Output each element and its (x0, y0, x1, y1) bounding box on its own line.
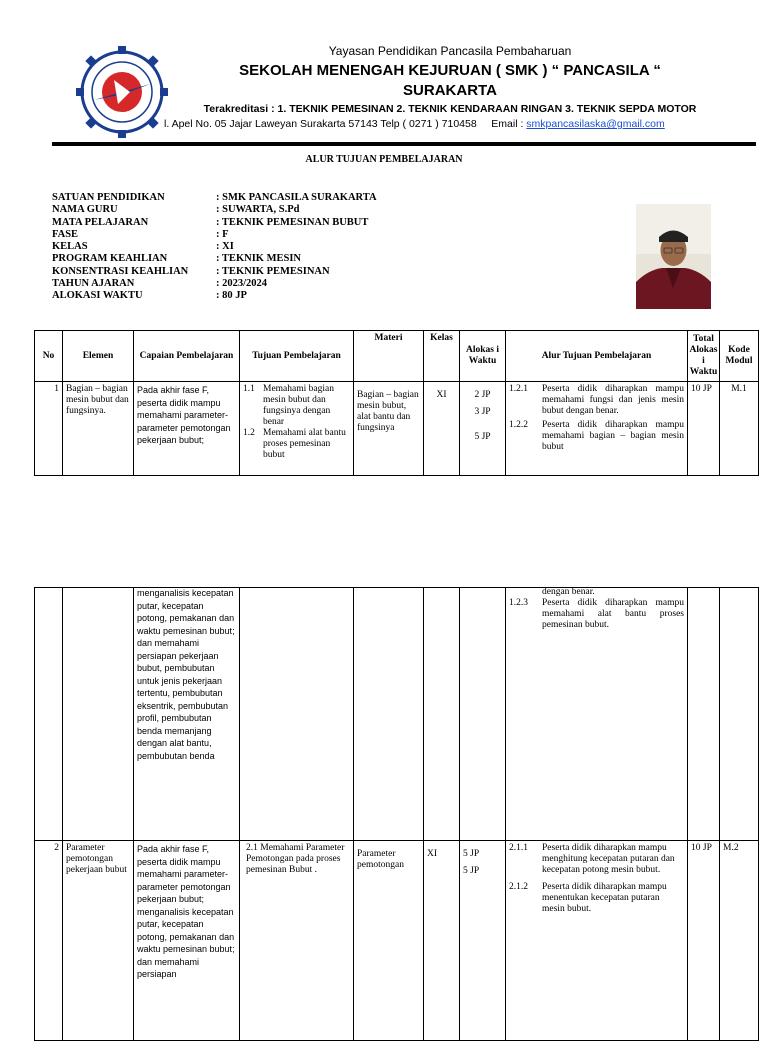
empty-cell (460, 588, 506, 841)
identity-row (52, 204, 377, 216)
atp-table-continued (34, 587, 759, 1041)
atp-num: 1.2.3 (509, 598, 528, 608)
atp-num: 1.2.2 (509, 420, 528, 430)
row-kelas: XI (424, 841, 460, 1041)
identity-label: NAMA GURU (52, 204, 118, 216)
row-atp (506, 841, 688, 1041)
identity-row (52, 229, 377, 241)
header-rule (52, 142, 756, 146)
row-kelas: XI (424, 382, 460, 476)
atp-text: Peserta didik diharapkan mampu memahami fungsi dan jenis mesin bubut dengan benar. (542, 384, 684, 416)
row-tujuan: 2.1 Memahami Parameter Pemotongan pada proses pemesinan Bubut . (240, 841, 354, 1041)
identity-block (52, 192, 377, 303)
email-link[interactable]: smkpancasilaska@gmail.com (526, 118, 665, 130)
row-no: 1 (35, 382, 63, 476)
row-total: 10 JP (688, 841, 720, 1041)
school-name: SEKOLAH MENENGAH KEJURUAN ( SMK ) “ PANCASILA “ (239, 62, 661, 79)
row-kode: M.1 (720, 382, 759, 476)
atp-text: dengan benar. (542, 587, 595, 597)
teacher-photo (636, 204, 711, 309)
atp-text: Peserta didik diharapkan mampu memahami alat bantu proses pemesinan bubut. (542, 598, 684, 630)
header-elemen: Elemen (63, 331, 134, 382)
row-tujuan (240, 382, 354, 476)
identity-value: : SUWARTA, S.Pd (216, 204, 300, 216)
header-materi: Materi (354, 331, 424, 382)
letterhead (0, 0, 768, 150)
atp-text: Peserta didik diharapkan mampu memahami bagian – bagian mesin bubut (542, 420, 684, 452)
table-row (35, 588, 759, 841)
row-materi: Parameter pemotongan (354, 841, 424, 1041)
identity-row (52, 253, 377, 265)
identity-value: : 2023/2024 (216, 278, 268, 290)
jp-value: 2 JP (474, 390, 491, 400)
atp-text: Peserta didik diharapkan mampu menentukan kecepatan putaran mesin bubut. (542, 882, 667, 914)
header-kelas: Kelas (424, 331, 460, 382)
atp-item (509, 843, 684, 876)
identity-row (52, 266, 377, 278)
header-kode: Kode Modul (720, 331, 759, 382)
school-city: SURAKARTA (403, 82, 497, 99)
tp-item (243, 428, 350, 461)
identity-label: TAHUN AJARAN (52, 278, 135, 290)
atp-item (509, 882, 684, 915)
row-atp (506, 588, 688, 841)
tp-text: Memahami alat bantu proses pemesinan bubut (263, 428, 346, 460)
foundation-name: Yayasan Pendidikan Pancasila Pembaharuan (328, 44, 572, 58)
identity-row (52, 217, 377, 229)
tp-item (243, 384, 350, 428)
identity-row (52, 290, 377, 302)
empty-cell (720, 588, 759, 841)
capaian-text: menganalisis kecepatan putar, kecepatan potong, pemakanan dan waktu pemesinan bubut; dan memahami persiapan pekerjaan bubut, pembubutan untuk jenis pekerjaan tertentu, pembubutan eksentrik, pembubutan profil, pembubutan benda memanjang dengan alat bantu, pembubutan benda (137, 588, 235, 761)
header-tujuan: Tujuan Pembelajaran (240, 331, 354, 382)
identity-value: : TEKNIK MESIN (216, 253, 301, 265)
identity-value: : TEKNIK PEMESINAN BUBUT (216, 216, 369, 228)
row-jp (460, 382, 506, 476)
row-capaian (134, 588, 240, 841)
identity-label: KELAS (52, 241, 88, 253)
row-total: 10 JP (688, 382, 720, 476)
atp-text: Peserta didik diharapkan mampu menghitung kecepatan putaran dan kecepatan potong mesin bubut. (542, 843, 675, 875)
empty-cell (354, 588, 424, 841)
row-capaian (134, 841, 240, 1041)
header-alokasi: Alokas i Waktu (460, 331, 506, 382)
atp-item (509, 384, 684, 417)
atp-num: 1.2.1 (509, 384, 528, 394)
row-elemen: Parameter pemotongan pekerjaan bubut (63, 841, 134, 1041)
empty-cell (688, 588, 720, 841)
identity-label: PROGRAM KEAHLIAN (52, 253, 168, 265)
identity-value: : 80 JP (216, 290, 247, 302)
header-total: Total Alokas i Waktu (688, 331, 720, 382)
row-atp (506, 382, 688, 476)
table-row (35, 841, 759, 1041)
header-no: No (35, 331, 63, 382)
atp-item (509, 420, 684, 453)
tp-num: 1.1 (243, 384, 255, 394)
table-header-row (35, 331, 759, 382)
capaian-text: Pada akhir fase F, peserta didik mampu memahami parameter-parameter pemotongan pekerjaan bubut; (137, 385, 231, 445)
row-kode: M.2 (720, 841, 759, 1041)
table-row (35, 382, 759, 476)
jp-value: 5 JP (463, 866, 480, 876)
identity-label: FASE (52, 228, 79, 240)
tp-text: Memahami bagian mesin bubut dan fungsinya dengan benar (263, 384, 334, 427)
header-capaian: Capaian Pembelajaran (134, 331, 240, 382)
identity-label: ALOKASI WAKTU (52, 290, 143, 302)
jp-value: 3 JP (474, 407, 491, 417)
tp-num: 1.2 (243, 428, 255, 438)
row-no: 2 (35, 841, 63, 1041)
accreditation: Terakreditasi : 1. TEKNIK PEMESINAN 2. TEKNIK KENDARAAN RINGAN 3. TEKNIK SEPDA MOTOR (203, 103, 697, 115)
header-atp: Alur Tujuan Pembelajaran (506, 331, 688, 382)
identity-value: : SMK PANCASILA SURAKARTA (216, 192, 377, 203)
empty-cell (35, 588, 63, 841)
empty-cell (240, 588, 354, 841)
identity-row (52, 192, 377, 204)
address: l. Apel No. 05 Jajar Laweyan Surakarta 57143 Telp ( 0271 ) 710458 (164, 118, 477, 130)
empty-cell (63, 588, 134, 841)
row-elemen: Bagian – bagian mesin bubut dan fungsinya. (63, 382, 134, 476)
identity-label: MATA PELAJARAN (52, 216, 149, 228)
document-title: ALUR TUJUAN PEMBELAJARAN (305, 154, 463, 165)
identity-value: : TEKNIK PEMESINAN (216, 265, 330, 277)
atp-table (34, 330, 759, 476)
identity-label: SATUAN PENDIDIKAN (52, 192, 165, 203)
row-jp (460, 841, 506, 1041)
empty-cell (424, 588, 460, 841)
identity-value: : XI (216, 241, 234, 253)
atp-num: 2.1.2 (509, 882, 528, 892)
capaian-text: Pada akhir fase F, peserta didik mampu memahami parameter-parameter pemotongan pekerjaan bubut; menganalisis kecepatan putar, kecepatan potong, pemakanan dan waktu pemesinan bubut; dan memahami persiapan (137, 844, 235, 979)
atp-item (509, 598, 684, 631)
identity-row (52, 241, 377, 253)
identity-value: : F (216, 228, 229, 240)
identity-row (52, 278, 377, 290)
jp-value: 5 JP (474, 432, 491, 442)
email-label: Email : (491, 118, 524, 130)
jp-value: 5 JP (463, 849, 480, 859)
row-capaian (134, 382, 240, 476)
address-line (164, 118, 754, 130)
row-materi: Bagian – bagian mesin bubut, alat bantu dan fungsinya (354, 382, 424, 476)
identity-label: KONSENTRASI KEAHLIAN (52, 265, 189, 277)
atp-num: 2.1.1 (509, 843, 528, 853)
